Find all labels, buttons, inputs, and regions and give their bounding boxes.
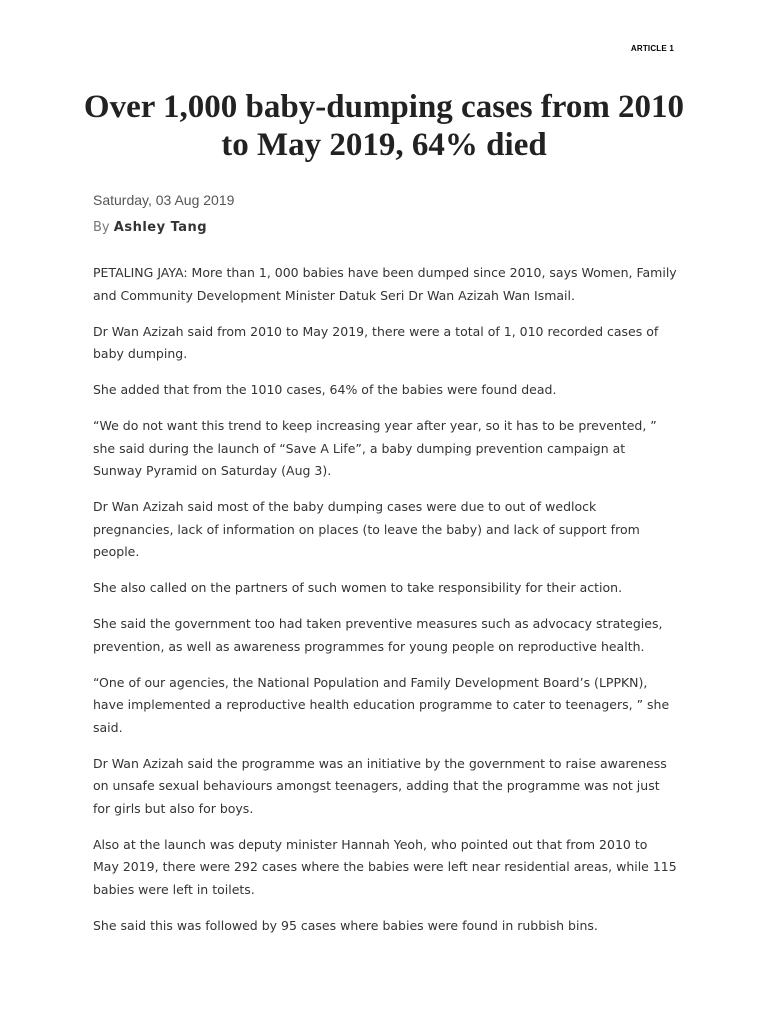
paragraph: “One of our agencies, the National Population and Family Development Board’s (LPPKN), have implemented a reproductive health education programme to cater to teenagers, ” she said. (93, 674, 670, 735)
paragraph: She also called on the partners of such women to take responsibility for their action. (93, 580, 623, 595)
publish-date: Saturday, 03 Aug 2019 (93, 192, 235, 208)
article-label: ARTICLE 1 (630, 44, 674, 53)
paragraph: “We do not want this trend to keep increasing year after year, so it has to be prevented, ” she said during the launch of “Save A Life”, a baby dumping prevention campaign at Sunway Pyramid on Saturday (Aug 3). (93, 418, 657, 478)
paragraph: She added that from the 1010 cases, 64% of the babies were found dead. (93, 382, 557, 397)
paragraph: Also at the launch was deputy minister Hannah Yeoh, who pointed out that from 2010 to May 2019, there were 292 cases where the babies were left near residential areas, while 115 babies were left in toilets. (93, 836, 677, 897)
headline: Over 1,000 baby-dumping cases from 2010 to May 2019, 64% died (83, 89, 685, 163)
article-body (93, 262, 677, 951)
paragraph: Dr Wan Azizah said most of the baby dumping cases were due to out of wedlock pregnancies, lack of information on places (to leave the baby) and lack of support from people. (93, 499, 640, 559)
paragraph: She said this was followed by 95 cases where babies were found in rubbish bins. (93, 917, 598, 933)
paragraph: PETALING JAYA: More than 1, 000 babies have been dumped since 2010, says Women, Family and Community Development Minister Datuk Seri Dr Wan Azizah Wan Ismail. (93, 265, 677, 303)
byline (93, 220, 207, 235)
paragraph: She said the government too had taken preventive measures such as advocacy strategies, prevention, as well as awareness programmes for young people on reproductive health. (93, 616, 663, 654)
author-name: Ashley Tang (113, 220, 208, 235)
paragraph: Dr Wan Azizah said the programme was an initiative by the government to raise awareness on unsafe sexual behaviours amongst teenagers, adding that the programme was not just for girls but also for boys. (93, 755, 667, 816)
byline-prefix: By (93, 220, 110, 235)
paragraph: Dr Wan Azizah said from 2010 to May 2019, there were a total of 1, 010 recorded cases of baby dumping. (93, 323, 659, 361)
